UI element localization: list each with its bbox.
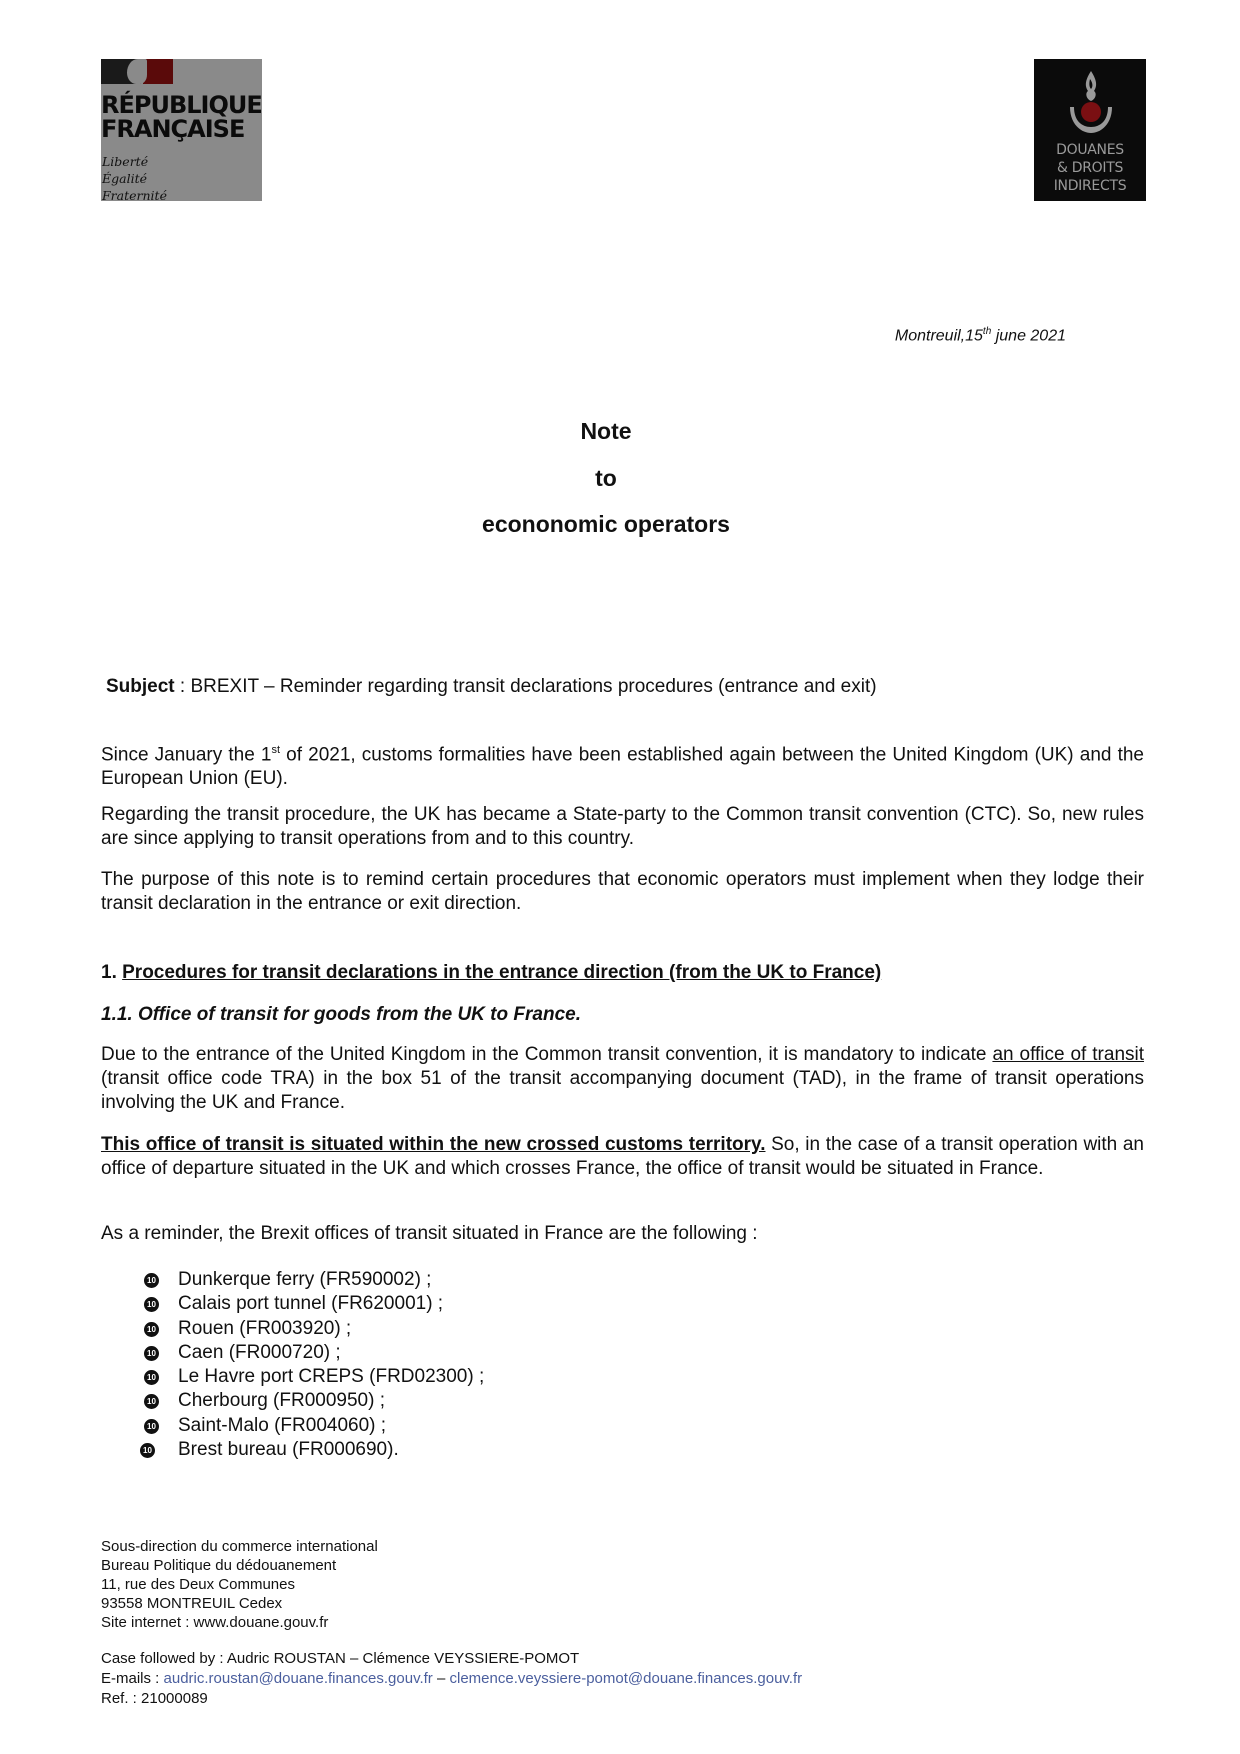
- address-line: 93558 MONTREUIL Cedex: [101, 1595, 283, 1612]
- numbered-bullet-icon: 10: [144, 1370, 159, 1385]
- numbered-bullet-icon: 10: [144, 1346, 159, 1361]
- douanes-line3: INDIRECTS: [1053, 178, 1127, 194]
- office-name: Brest bureau (FR000690).: [178, 1439, 399, 1461]
- office-of-transit-term: an office of transit: [992, 1044, 1145, 1065]
- intro-paragraph-2: Regarding the transit procedure, the UK has became a State-party to the Common transit convention (CTC). So, new rules are since applying to transit operations from and to this country.: [101, 804, 1144, 849]
- douanes-logo-text: [1034, 141, 1146, 195]
- numbered-bullet-icon: 10: [144, 1322, 159, 1337]
- rf-title-line2: FRANÇAISE: [101, 115, 245, 143]
- subject-separator: :: [174, 676, 191, 697]
- douanes-flame-horn-icon: [1056, 67, 1126, 137]
- list-item: [140, 1268, 484, 1292]
- subject-label: Subject: [106, 676, 175, 697]
- section-1-heading: [101, 962, 881, 984]
- s1-p2-emphasis: This office of transit is situated within the new crossed customs territory.: [101, 1134, 766, 1155]
- intro-p1-sup: st: [271, 744, 281, 756]
- title-line-note: Note: [580, 418, 632, 444]
- email-link-roustan[interactable]: audric.roustan@douane.finances.gouv.fr: [163, 1670, 433, 1687]
- intro-p1-text-cont: of 2021, customs formalities have been established again between the United Kingdom (UK) and the European Union (EU).: [101, 744, 1144, 790]
- title-line-recipients: econonomic operators: [482, 511, 730, 537]
- date-day: 15: [965, 327, 983, 345]
- office-name: Caen (FR000720) ;: [178, 1341, 341, 1363]
- office-name: Saint-Malo (FR004060) ;: [178, 1414, 387, 1436]
- section-1-title: Procedures for transit declarations in the entrance direction (from the UK to France): [122, 962, 882, 983]
- s1-p2-text: So, in the case of a transit operation with an office of departure situated in the UK and which crosses France, the office of transit would be situated in France.: [101, 1134, 1144, 1179]
- rf-motto: [102, 153, 167, 201]
- douanes-logo: [1034, 59, 1146, 201]
- title-line-to: to: [595, 465, 617, 491]
- emails-label: E-mails :: [101, 1670, 164, 1687]
- douanes-line1: DOUANES: [1056, 142, 1124, 158]
- date-place: Montreuil,: [894, 327, 966, 345]
- subject-text: BREXIT – Reminder regarding transit declarations procedures (entrance and exit): [190, 676, 877, 697]
- marianne-flag-icon: [101, 59, 173, 84]
- office-name: Calais port tunnel (FR620001) ;: [178, 1293, 444, 1315]
- address-line: 11, rue des Deux Communes: [101, 1576, 295, 1593]
- section-1-number: 1.: [101, 962, 123, 983]
- office-name: Cherbourg (FR000950) ;: [178, 1390, 385, 1412]
- rf-title-line1: RÉPUBLIQUE: [101, 91, 262, 119]
- document-date: [895, 326, 1066, 345]
- numbered-bullet-icon: 10: [144, 1419, 159, 1434]
- intro-paragraph-1: [101, 738, 1144, 791]
- section-1-paragraph-3: As a reminder, the Brexit offices of transit situated in France are the following :: [101, 1223, 758, 1244]
- intro-p1-text: Since January the 1: [101, 744, 272, 766]
- footer-address: [101, 1537, 378, 1632]
- section-1-1-heading: 1.1. Office of transit for goods from the UK to France.: [101, 1004, 581, 1025]
- numbered-bullet-icon: 10: [140, 1443, 155, 1458]
- list-item: [140, 1317, 484, 1341]
- section-1-paragraph-1: [101, 1043, 1144, 1115]
- reference-number: Ref. : 21000089: [101, 1690, 208, 1707]
- s1-p1-text: Due to the entrance of the United Kingdom in the Common transit convention, it is mandatory to indicate: [101, 1044, 993, 1065]
- case-followed-by: Case followed by : Audric ROUSTAN – Clémence VEYSSIERE-POMOT: [101, 1650, 580, 1667]
- list-item: [140, 1414, 484, 1438]
- email-link-veyssiere-pomot[interactable]: clemence.veyssiere-pomot@douane.finances.gouv.fr: [449, 1670, 803, 1687]
- office-name: Dunkerque ferry (FR590002) ;: [178, 1269, 432, 1290]
- list-item: [140, 1365, 484, 1389]
- motto-liberte: Liberté: [102, 154, 149, 169]
- date-rest: june 2021: [991, 327, 1066, 345]
- list-item: [140, 1341, 484, 1365]
- address-line: Bureau Politique du dédouanement: [101, 1557, 337, 1574]
- address-line: Sous-direction du commerce international: [101, 1538, 378, 1555]
- subject-line: [106, 676, 877, 698]
- list-item: [140, 1438, 484, 1462]
- office-name: Rouen (FR003920) ;: [178, 1317, 352, 1339]
- transit-offices-list: [140, 1268, 484, 1462]
- list-item: [140, 1292, 484, 1316]
- section-1-paragraph-2: [101, 1133, 1144, 1181]
- s1-p1-text-cont: (transit office code TRA) in the box 51 of the transit accompanying document (TAD), in the frame of transit operations involving the UK and France.: [101, 1068, 1144, 1113]
- numbered-bullet-icon: 10: [144, 1394, 159, 1409]
- motto-fraternite: Fraternité: [102, 188, 167, 201]
- website-line: Site internet : www.douane.gouv.fr: [101, 1614, 329, 1631]
- numbered-bullet-icon: 10: [144, 1273, 159, 1288]
- numbered-bullet-icon: 10: [144, 1297, 159, 1312]
- email-separator: –: [432, 1670, 450, 1687]
- footer-contacts: [101, 1649, 802, 1709]
- douanes-line2: & DROITS: [1056, 160, 1124, 176]
- motto-egalite: Égalité: [102, 171, 147, 186]
- date-day-suffix: th: [982, 326, 992, 337]
- republique-francaise-logo: [101, 59, 262, 201]
- list-item: [140, 1389, 484, 1413]
- emails-line: [101, 1669, 802, 1689]
- rf-logo-title: [101, 93, 262, 141]
- intro-paragraph-3: The purpose of this note is to remind certain procedures that economic operators must implement when they lodge their transit declaration in the entrance or exit direction.: [101, 869, 1144, 914]
- office-name: Le Havre port CREPS (FRD02300) ;: [178, 1366, 485, 1388]
